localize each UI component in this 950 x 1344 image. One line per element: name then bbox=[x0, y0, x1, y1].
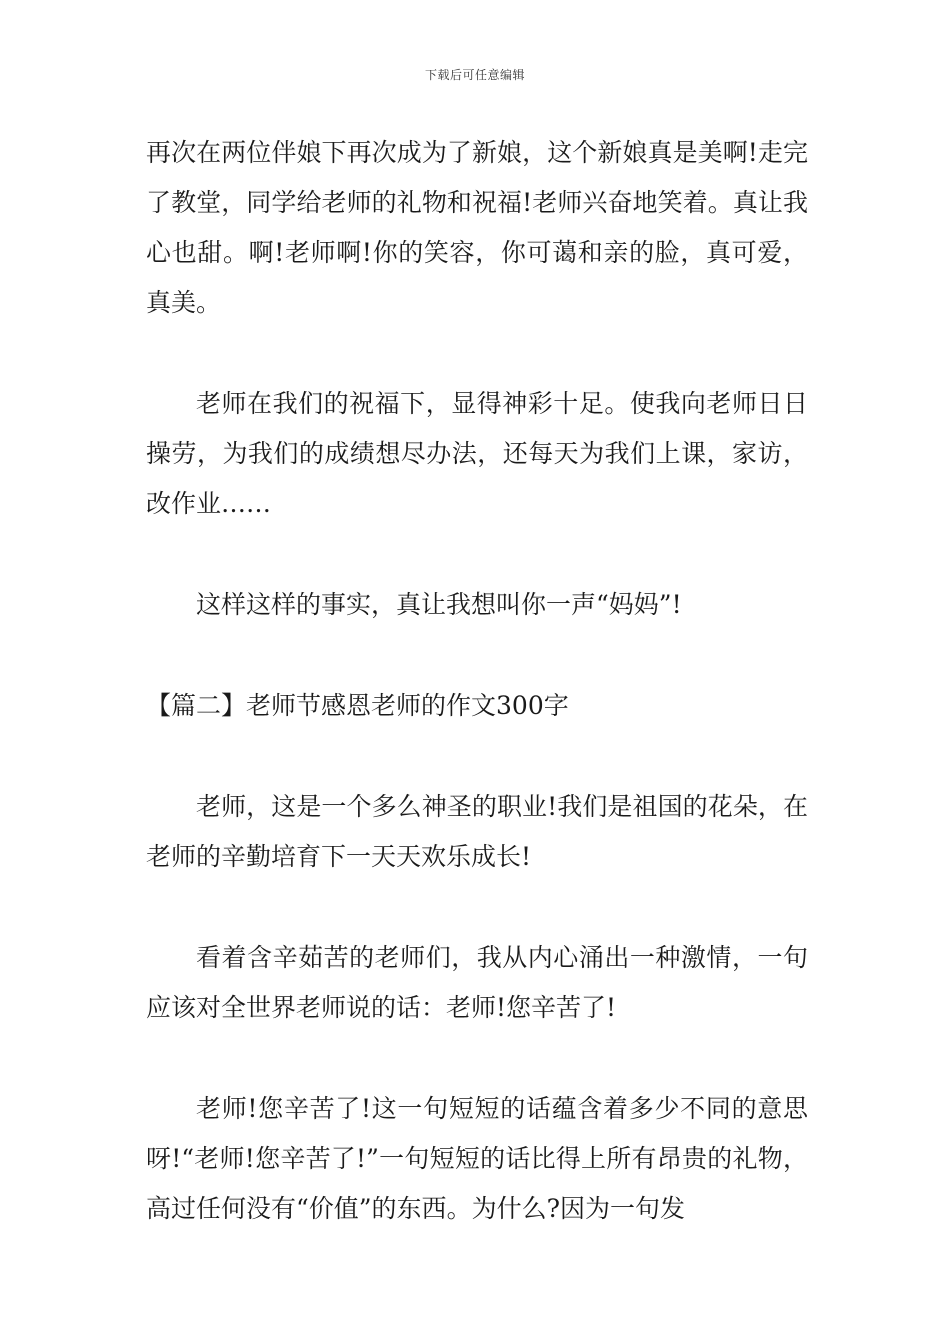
paragraph: 这样这样的事实，真让我想叫你一声“妈妈”! bbox=[196, 590, 682, 619]
paragraph: 看着含辛茹苦的老师们，我从内心涌出一种激情，一句应该对全世界老师说的话：老师!您辛苦了! bbox=[146, 943, 808, 1022]
paragraph: 老师，这是一个多么神圣的职业!我们是祖国的花朵，在老师的辛勤培育下一天天欢乐成长! bbox=[146, 792, 808, 871]
section-heading: 【篇二】老师节感恩老师的作文300字 bbox=[146, 691, 569, 720]
page-header: 下载后可任意编辑 bbox=[424, 68, 525, 82]
paragraph: 老师!您辛苦了!这一句短短的话蕴含着多少不同的意思呀!“老师!您辛苦了!”一句短短的话比得上所有昂贵的礼物，高过任何没有“价值”的东西。为什么?因为一句发 bbox=[146, 1094, 808, 1223]
paragraph: 老师在我们的祝福下，显得神彩十足。使我向老师日日操劳，为我们的成绩想尽办法，还每天为我们上课，家访，改作业…… bbox=[146, 389, 808, 518]
paragraph-continuation: 再次在两位伴娘下再次成为了新娘，这个新娘真是美啊!走完了教堂，同学给老师的礼物和祝福!老师兴奋地笑着。真让我心也甜。啊!老师啊!你的笑容，你可蔼和亲的脸，真可爱，真美。 bbox=[146, 138, 808, 317]
document-body bbox=[146, 128, 808, 1234]
